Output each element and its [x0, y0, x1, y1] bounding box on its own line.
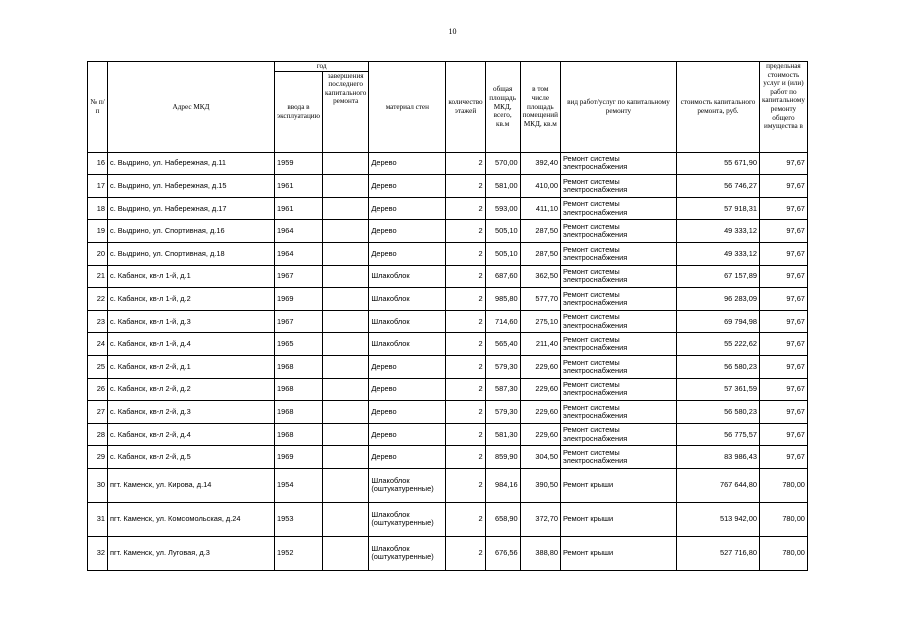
row-work-type: Ремонт системы электроснабжения [560, 423, 676, 446]
row-cost: 49 333,12 [676, 220, 759, 243]
table-row [88, 220, 808, 243]
row-area-total: 565,40 [485, 333, 520, 356]
row-max-cost: 97,67 [759, 152, 807, 175]
row-number: 20 [88, 242, 108, 265]
header-cost: стоимость капитального ремонта, руб. [676, 62, 759, 153]
row-cost: 56 746,27 [676, 175, 759, 198]
row-cost: 527 716,80 [676, 536, 759, 570]
row-year-built: 1967 [275, 265, 323, 288]
table-row [88, 401, 808, 424]
row-area-total: 985,80 [485, 288, 520, 311]
row-year-repair [323, 333, 369, 356]
row-year-repair [323, 423, 369, 446]
row-floors: 2 [446, 423, 485, 446]
row-wall-material: Дерево [369, 175, 446, 198]
row-area-total: 505,10 [485, 220, 520, 243]
row-area-premises: 229,60 [520, 355, 560, 378]
row-area-premises: 362,50 [520, 265, 560, 288]
row-year-repair [323, 378, 369, 401]
row-cost: 49 333,12 [676, 242, 759, 265]
row-wall-material: Дерево [369, 152, 446, 175]
row-wall-material: Шлакоблок (оштукатуренные) [369, 502, 446, 536]
row-wall-material: Дерево [369, 242, 446, 265]
row-address: с. Кабанск, кв-л 2-й, д.2 [108, 378, 275, 401]
header-max-cost: предельная стоимость услуг и (или) работ по капитальному ремонту общего имущества в [759, 62, 807, 153]
row-address: с. Кабанск, кв-л 2-й, д.5 [108, 446, 275, 469]
row-area-premises: 229,60 [520, 423, 560, 446]
row-address: с. Выдрино, ул. Спортивная, д.16 [108, 220, 275, 243]
row-area-total: 859,90 [485, 446, 520, 469]
row-number: 30 [88, 468, 108, 502]
row-max-cost: 97,67 [759, 242, 807, 265]
row-number: 24 [88, 333, 108, 356]
row-wall-material: Шлакоблок [369, 288, 446, 311]
row-floors: 2 [446, 197, 485, 220]
row-address: с. Выдрино, ул. Спортивная, д.18 [108, 242, 275, 265]
row-cost: 57 361,59 [676, 378, 759, 401]
table-row [88, 197, 808, 220]
row-area-total: 587,30 [485, 378, 520, 401]
table-row [88, 288, 808, 311]
row-cost: 67 157,89 [676, 265, 759, 288]
row-cost: 57 918,31 [676, 197, 759, 220]
row-wall-material: Дерево [369, 355, 446, 378]
row-year-built: 1968 [275, 401, 323, 424]
row-year-built: 1969 [275, 288, 323, 311]
row-area-total: 505,10 [485, 242, 520, 265]
row-area-premises: 388,80 [520, 536, 560, 570]
row-max-cost: 780,00 [759, 468, 807, 502]
header-area-premises: в том числе площадь помещений МКД, кв.м [520, 62, 560, 153]
row-address: с. Кабанск, кв-л 1-й, д.2 [108, 288, 275, 311]
row-area-premises: 390,50 [520, 468, 560, 502]
row-area-premises: 229,60 [520, 401, 560, 424]
row-floors: 2 [446, 310, 485, 333]
row-address: пгт. Каменск, ул. Луговая, д.3 [108, 536, 275, 570]
row-work-type: Ремонт системы электроснабжения [560, 333, 676, 356]
row-area-total: 581,30 [485, 423, 520, 446]
header-floors: количество этажей [446, 62, 485, 153]
row-address: с. Кабанск, кв-л 1-й, д.1 [108, 265, 275, 288]
row-year-built: 1969 [275, 446, 323, 469]
row-floors: 2 [446, 265, 485, 288]
row-floors: 2 [446, 355, 485, 378]
row-max-cost: 97,67 [759, 288, 807, 311]
row-cost: 96 283,09 [676, 288, 759, 311]
row-work-type: Ремонт системы электроснабжения [560, 175, 676, 198]
row-area-total: 676,56 [485, 536, 520, 570]
row-year-repair [323, 175, 369, 198]
row-area-premises: 287,50 [520, 242, 560, 265]
row-cost: 55 222,62 [676, 333, 759, 356]
table-row [88, 446, 808, 469]
row-area-premises: 211,40 [520, 333, 560, 356]
row-work-type: Ремонт системы электроснабжения [560, 401, 676, 424]
row-area-total: 658,90 [485, 502, 520, 536]
header-num: № п/п [88, 62, 108, 153]
row-area-premises: 275,10 [520, 310, 560, 333]
row-work-type: Ремонт системы электроснабжения [560, 242, 676, 265]
row-area-total: 984,16 [485, 468, 520, 502]
row-floors: 2 [446, 333, 485, 356]
row-cost: 55 671,90 [676, 152, 759, 175]
row-year-built: 1961 [275, 175, 323, 198]
row-number: 27 [88, 401, 108, 424]
row-wall-material: Шлакоблок (оштукатуренные) [369, 536, 446, 570]
header-year-group: год [275, 62, 369, 72]
row-floors: 2 [446, 536, 485, 570]
row-floors: 2 [446, 220, 485, 243]
row-wall-material: Дерево [369, 401, 446, 424]
row-number: 19 [88, 220, 108, 243]
row-address: с. Выдрино, ул. Набережная, д.11 [108, 152, 275, 175]
row-address: пгт. Каменск, ул. Комсомольская, д.24 [108, 502, 275, 536]
row-number: 32 [88, 536, 108, 570]
row-year-repair [323, 536, 369, 570]
row-max-cost: 780,00 [759, 502, 807, 536]
row-year-repair [323, 310, 369, 333]
row-floors: 2 [446, 288, 485, 311]
row-max-cost: 97,67 [759, 265, 807, 288]
row-work-type: Ремонт крыши [560, 468, 676, 502]
row-area-premises: 372,70 [520, 502, 560, 536]
row-floors: 2 [446, 468, 485, 502]
row-year-repair [323, 152, 369, 175]
row-address: с. Кабанск, кв-л 2-й, д.4 [108, 423, 275, 446]
row-area-premises: 229,60 [520, 378, 560, 401]
table-row [88, 152, 808, 175]
row-area-total: 570,00 [485, 152, 520, 175]
row-year-built: 1959 [275, 152, 323, 175]
row-year-built: 1964 [275, 242, 323, 265]
row-cost: 83 986,43 [676, 446, 759, 469]
row-max-cost: 97,67 [759, 355, 807, 378]
row-year-built: 1968 [275, 378, 323, 401]
table-body [88, 152, 808, 570]
row-number: 22 [88, 288, 108, 311]
table-row [88, 242, 808, 265]
header-work-type: вид работ/услуг по капитальному ремонту [560, 62, 676, 153]
row-number: 23 [88, 310, 108, 333]
row-floors: 2 [446, 401, 485, 424]
row-floors: 2 [446, 175, 485, 198]
row-address: с. Кабанск, кв-л 2-й, д.1 [108, 355, 275, 378]
header-year-built: ввода в эксплуатацию [275, 71, 323, 152]
table-row [88, 310, 808, 333]
row-year-repair [323, 197, 369, 220]
row-area-total: 687,60 [485, 265, 520, 288]
row-work-type: Ремонт системы электроснабжения [560, 355, 676, 378]
row-year-repair [323, 401, 369, 424]
row-year-built: 1968 [275, 355, 323, 378]
table-row [88, 502, 808, 536]
row-wall-material: Дерево [369, 446, 446, 469]
row-address: с. Выдрино, ул. Набережная, д.15 [108, 175, 275, 198]
row-area-premises: 392,40 [520, 152, 560, 175]
row-max-cost: 97,67 [759, 333, 807, 356]
row-number: 18 [88, 197, 108, 220]
row-area-total: 714,60 [485, 310, 520, 333]
row-wall-material: Дерево [369, 378, 446, 401]
row-max-cost: 97,67 [759, 446, 807, 469]
row-wall-material: Дерево [369, 220, 446, 243]
row-cost: 513 942,00 [676, 502, 759, 536]
row-work-type: Ремонт системы электроснабжения [560, 220, 676, 243]
row-wall-material: Дерево [369, 423, 446, 446]
row-area-premises: 304,50 [520, 446, 560, 469]
table-row [88, 468, 808, 502]
row-address: пгт. Каменск, ул. Кирова, д.14 [108, 468, 275, 502]
row-cost: 56 775,57 [676, 423, 759, 446]
row-area-premises: 411,10 [520, 197, 560, 220]
table-row [88, 378, 808, 401]
row-year-repair [323, 446, 369, 469]
row-year-repair [323, 220, 369, 243]
row-year-built: 1964 [275, 220, 323, 243]
page-number: 10 [448, 27, 457, 36]
row-wall-material: Шлакоблок [369, 265, 446, 288]
row-wall-material: Дерево [369, 197, 446, 220]
row-max-cost: 97,67 [759, 423, 807, 446]
row-year-built: 1961 [275, 197, 323, 220]
row-work-type: Ремонт крыши [560, 502, 676, 536]
row-year-repair [323, 242, 369, 265]
row-number: 21 [88, 265, 108, 288]
row-area-total: 579,30 [485, 355, 520, 378]
row-cost: 69 794,98 [676, 310, 759, 333]
table-row [88, 423, 808, 446]
housing-repair-table [87, 61, 808, 571]
row-max-cost: 97,67 [759, 378, 807, 401]
row-work-type: Ремонт системы электроснабжения [560, 310, 676, 333]
header-year-repair: завершения последнего капитального ремонта [323, 71, 369, 152]
row-max-cost: 97,67 [759, 220, 807, 243]
table-row [88, 536, 808, 570]
row-address: с. Кабанск, кв-л 1-й, д.3 [108, 310, 275, 333]
row-work-type: Ремонт системы электроснабжения [560, 378, 676, 401]
row-number: 31 [88, 502, 108, 536]
row-year-built: 1954 [275, 468, 323, 502]
row-number: 17 [88, 175, 108, 198]
table-row [88, 265, 808, 288]
row-year-repair [323, 265, 369, 288]
row-max-cost: 97,67 [759, 175, 807, 198]
table-row [88, 355, 808, 378]
row-work-type: Ремонт крыши [560, 536, 676, 570]
row-cost: 56 580,23 [676, 401, 759, 424]
table-header [88, 62, 808, 153]
row-area-premises: 577,70 [520, 288, 560, 311]
row-number: 29 [88, 446, 108, 469]
row-year-repair [323, 502, 369, 536]
row-area-premises: 410,00 [520, 175, 560, 198]
row-work-type: Ремонт системы электроснабжения [560, 288, 676, 311]
header-wall: материал стен [369, 62, 446, 153]
row-floors: 2 [446, 446, 485, 469]
row-max-cost: 97,67 [759, 401, 807, 424]
row-year-repair [323, 355, 369, 378]
row-floors: 2 [446, 152, 485, 175]
row-cost: 56 580,23 [676, 355, 759, 378]
row-work-type: Ремонт системы электроснабжения [560, 152, 676, 175]
row-number: 16 [88, 152, 108, 175]
row-wall-material: Шлакоблок [369, 310, 446, 333]
row-number: 28 [88, 423, 108, 446]
row-number: 26 [88, 378, 108, 401]
row-work-type: Ремонт системы электроснабжения [560, 446, 676, 469]
table-row [88, 175, 808, 198]
row-wall-material: Шлакоблок [369, 333, 446, 356]
row-area-premises: 287,50 [520, 220, 560, 243]
row-wall-material: Шлакоблок (оштукатуренные) [369, 468, 446, 502]
row-address: с. Кабанск, кв-л 1-й, д.4 [108, 333, 275, 356]
row-area-total: 593,00 [485, 197, 520, 220]
table-row [88, 333, 808, 356]
row-number: 25 [88, 355, 108, 378]
row-year-built: 1953 [275, 502, 323, 536]
row-area-total: 581,00 [485, 175, 520, 198]
row-area-total: 579,30 [485, 401, 520, 424]
row-max-cost: 780,00 [759, 536, 807, 570]
header-address: Адрес МКД [108, 62, 275, 153]
row-address: с. Кабанск, кв-л 2-й, д.3 [108, 401, 275, 424]
row-year-built: 1968 [275, 423, 323, 446]
row-year-built: 1965 [275, 333, 323, 356]
row-work-type: Ремонт системы электроснабжения [560, 265, 676, 288]
row-year-built: 1967 [275, 310, 323, 333]
row-cost: 767 644,80 [676, 468, 759, 502]
row-floors: 2 [446, 242, 485, 265]
row-year-repair [323, 288, 369, 311]
row-work-type: Ремонт системы электроснабжения [560, 197, 676, 220]
row-floors: 2 [446, 378, 485, 401]
row-floors: 2 [446, 502, 485, 536]
header-area-total: общая площадь МКД, всего, кв.м [485, 62, 520, 153]
row-year-built: 1952 [275, 536, 323, 570]
row-year-repair [323, 468, 369, 502]
row-max-cost: 97,67 [759, 310, 807, 333]
row-max-cost: 97,67 [759, 197, 807, 220]
row-address: с. Выдрино, ул. Набережная, д.17 [108, 197, 275, 220]
